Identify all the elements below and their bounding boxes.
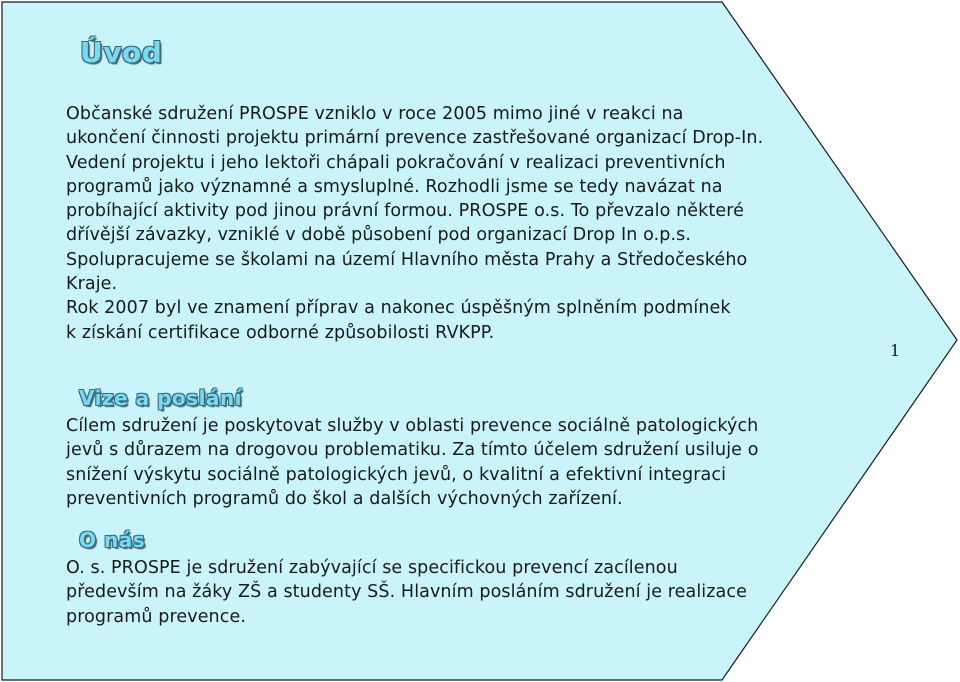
text-line: programů prevence. — [66, 606, 247, 627]
text-line: Cílem sdružení je poskytovat služby v oblasti prevence sociálně patologických — [66, 416, 759, 436]
text-line: programů jako významné a smysluplné. Rozhodli jsme se tedy navázat na — [66, 176, 723, 197]
text-line: preventivních programů do škol a dalších výchovných zařízení. — [66, 488, 623, 509]
text-line: probíhající aktivity pod jinou právní formou. PROSPE o.s. To převzalo některé — [66, 201, 744, 222]
paragraph-vize-a-poslani — [66, 414, 759, 511]
text-line: Kraje. — [66, 274, 118, 295]
text-line: Spolupracujeme se školami na území Hlavního města Prahy a Středočeského — [66, 249, 748, 270]
text-line: O. s. PROSPE je sdružení zabývající se specifickou prevencí zacílenou — [66, 558, 678, 578]
paragraph-uvod — [66, 102, 763, 345]
heading-vize-a-poslani: Vize a poslání — [79, 386, 243, 410]
text-line: dřívější závazky, vzniklé v době působení pod organizací Drop In o.p.s. — [66, 225, 691, 246]
text-line: snížení výskytu sociálně patologických jevů, o kvalitní a efektivní integraci — [66, 464, 727, 485]
heading-o-nas: O nás — [79, 528, 146, 552]
paragraph-o-nas — [66, 556, 747, 629]
heading-uvod: Úvod — [80, 36, 163, 69]
text-line: Rok 2007 byl ve znamení příprav a nakonec úspěšným splněním podmínek — [66, 298, 731, 319]
page-number: 1 — [890, 341, 901, 360]
text-line: především na žáky ZŠ a studenty SŠ. Hlavním posláním sdružení je realizace — [66, 582, 747, 603]
text-line: jevů s důrazem na drogovou problematiku. Za tímto účelem sdružení usiluje o — [66, 440, 759, 461]
text-line: k získání certifikace odborné způsobilosti RVKPP. — [66, 322, 495, 343]
text-line: ukončení činnosti projektu primární prevence zastřešované organizací Drop-In. — [66, 128, 764, 149]
text-line: Vedení projektu i jeho lektoři chápali pokračování v realizaci preventivních — [66, 152, 726, 173]
text-line: Občanské sdružení PROSPE vzniklo v roce 2005 mimo jiné v reakci na — [66, 104, 684, 124]
